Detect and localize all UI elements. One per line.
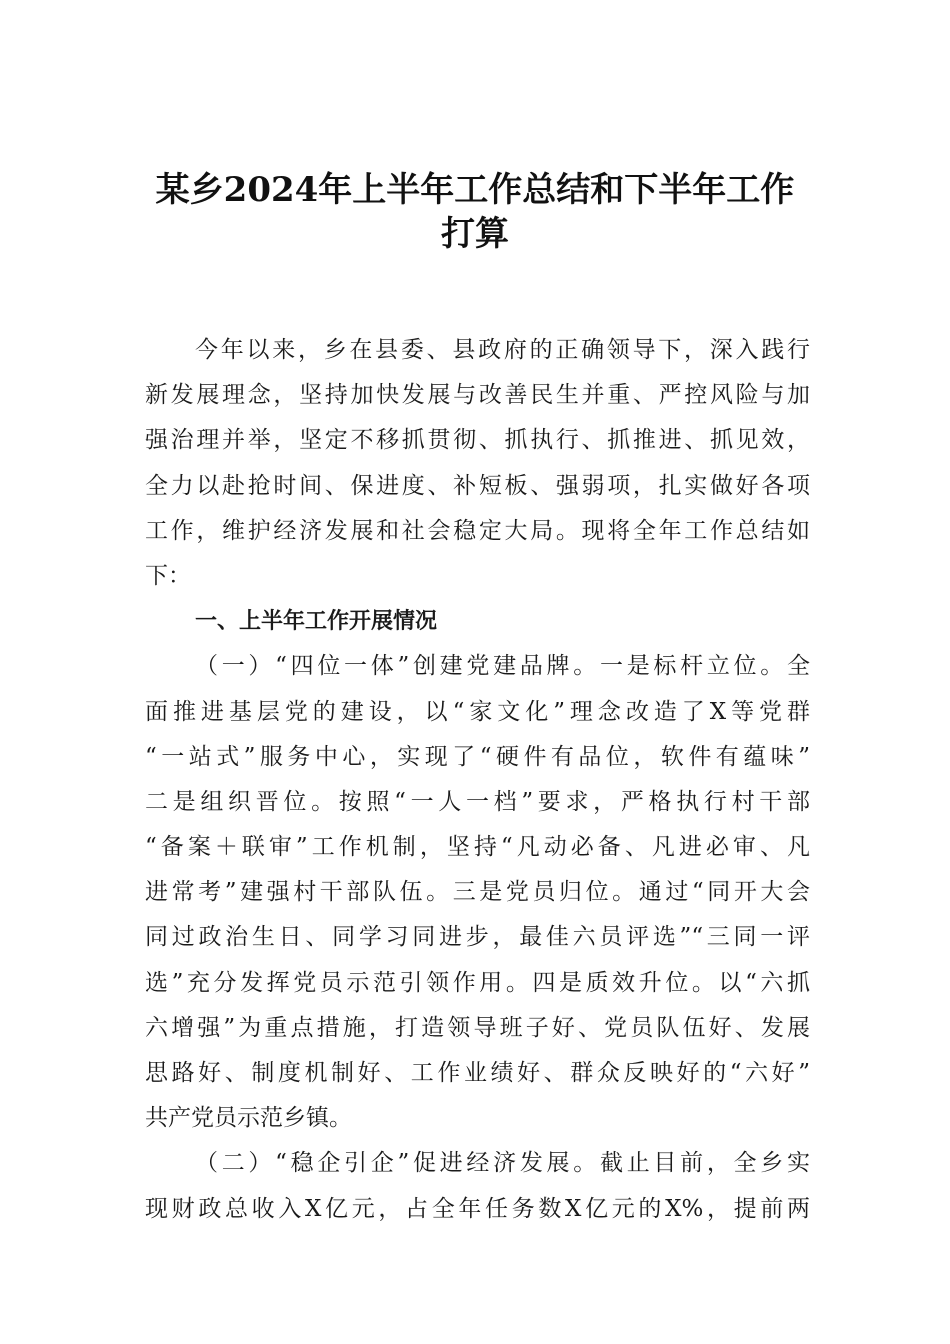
body-line: 同过政治生日、同学习同进步，最佳六员评选”“三同一评	[145, 924, 810, 951]
section-heading: 一、上半年工作开展情况	[195, 609, 438, 635]
body-line: 下：	[145, 562, 191, 589]
body-line: （二）“稳企引企”促进经济发展。截止目前，全乡实	[195, 1150, 810, 1177]
body-line: 思路好、制度机制好、工作业绩好、群众反映好的“六好”	[145, 1060, 810, 1086]
body-line: 新发展理念，坚持加快发展与改善民生并重、严控风险与加	[145, 382, 810, 409]
body-line: 全力以赴抢时间、保进度、补短板、强弱项，扎实做好各项	[145, 472, 810, 499]
body-line: 二是组织晋位。按照“一人一档”要求，严格执行村干部	[145, 788, 810, 815]
body-line: 面推进基层党的建设，以“家文化”理念改造了X等党群	[145, 698, 810, 725]
body-line: 今年以来，乡在县委、县政府的正确领导下，深入践行	[195, 337, 810, 363]
body-line: 六增强”为重点措施，打造领导班子好、党员队伍好、发展	[145, 1014, 810, 1041]
body-line: 共产党员示范乡镇。	[145, 1105, 352, 1132]
body-line: 现财政总收入X亿元，占全年任务数X亿元的X%，提前两	[145, 1195, 810, 1222]
body-line: “备案＋联审”工作机制，坚持“凡动必备、凡进必审、凡	[145, 834, 810, 861]
body-line: 工作，维护经济发展和社会稳定大局。现将全年工作总结如	[145, 517, 810, 544]
body-line: 强治理并举，坚定不移抓贯彻、抓执行、抓推进、抓见效，	[145, 427, 810, 454]
document-body	[145, 328, 810, 1232]
document-title-line-1: 某乡2024年上半年工作总结和下半年工作	[155, 170, 795, 210]
body-line: 进常考”建强村干部队伍。三是党员归位。通过“同开大会	[145, 879, 810, 906]
body-line: “一站式”服务中心，实现了“硬件有品位，软件有蕴味”	[145, 743, 810, 770]
body-line: 选”充分发挥党员示范引领作用。四是质效升位。以“六抓	[145, 969, 810, 996]
document-title-line-2: 打算	[441, 214, 509, 254]
body-line: （一）“四位一体”创建党建品牌。一是标杆立位。全	[195, 653, 810, 680]
